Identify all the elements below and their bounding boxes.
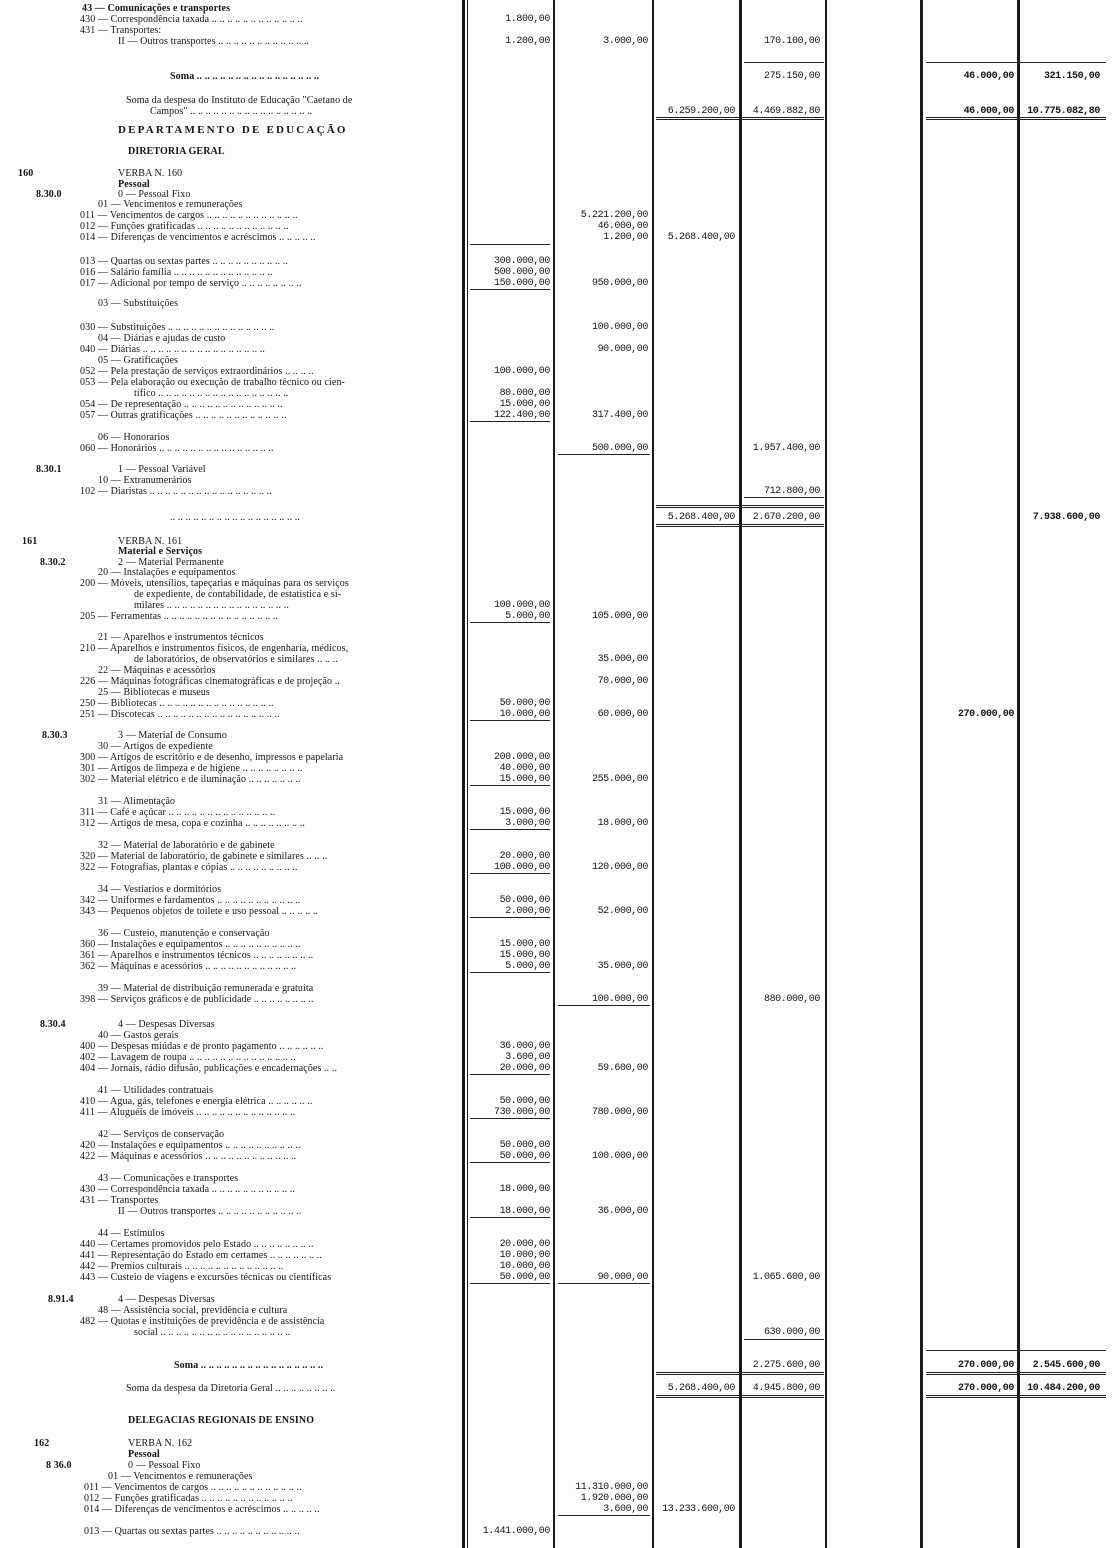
line-text: 342 — Uniformes e fardamentos .. .. .. .. .. .. .. .. .. .. .. xyxy=(80,895,301,906)
amount-value: 15.000,00 xyxy=(499,939,550,950)
amount-value: 50.000,00 xyxy=(499,1151,550,1162)
line-text: 343 — Pequenos objetos de toilete e uso pessoal .. .. .. .. .. xyxy=(80,906,319,917)
amount-value: 3.000,00 xyxy=(505,818,550,829)
line-text: 20 — Instalações e equipamentos xyxy=(98,567,236,578)
amount-value: 7.938.600,00 xyxy=(1032,512,1100,523)
line-text: 441 — Representação do Estado em certames .. .. .. .. .. .. .. xyxy=(80,1250,322,1261)
line-text: tífico .. .. .. .. .. .. .. .. .. .. .. .. .. .. .. .. .. xyxy=(134,388,289,399)
amount-value: 4.469.882,80 xyxy=(752,106,820,117)
amount-value: 1.065.600,00 xyxy=(752,1272,820,1283)
column-rule xyxy=(1017,0,1020,1548)
amount-value: 5.000,00 xyxy=(505,961,550,972)
line-text: 014 — Diferenças de vencimentos e acréscimos .. .. .. .. .. xyxy=(80,232,316,243)
line-text: 39 — Material de distribuição remunerada e gratuita xyxy=(98,983,314,994)
amount-value: 1.200,00 xyxy=(505,36,550,47)
amount-value: 10.775.082,80 xyxy=(1027,106,1100,117)
line-text: VERBA N. 161 xyxy=(118,536,183,547)
sum-rule xyxy=(656,524,824,527)
line-text: 48 — Assistência social, previdência e cultura xyxy=(98,1305,288,1316)
line-text: 8.30.4 xyxy=(40,1019,66,1030)
amount-value: 2.545.600,00 xyxy=(1032,1360,1100,1371)
line-text: 43 — Comunicações e transportes xyxy=(82,3,231,14)
line-text: 440 — Certames promovidos pelo Estado .. .. .. .. .. .. .. .. xyxy=(80,1239,314,1250)
amount-value: 3.600,00 xyxy=(603,1504,648,1515)
sum-rule xyxy=(656,505,824,508)
line-text: 360 — Instalações e equipamentos .. .. .. .. .. .. .. .. .. .. xyxy=(80,939,301,950)
line-text: 431 — Transportes: xyxy=(80,25,162,36)
line-text: 402 — Lavagem de roupa .. .. .. .. .. .. .. .. .. .. .. .. .. .. xyxy=(80,1052,296,1063)
amount-value: 50.000,00 xyxy=(499,895,550,906)
sum-rule xyxy=(558,454,650,455)
sum-rule xyxy=(926,62,1106,63)
line-text: 0 — Pessoal Fixo xyxy=(128,1460,201,1471)
amount-value: 200.000,00 xyxy=(493,752,550,763)
amount-value: 18.000,00 xyxy=(499,1206,550,1217)
amount-value: 2.670.200,00 xyxy=(752,512,820,523)
amount-value: 5.221.200,00 xyxy=(580,210,648,221)
sum-rule xyxy=(470,829,550,830)
amount-value: 3.000,00 xyxy=(603,36,648,47)
line-text: 32 — Material de laboratório e de gabinete xyxy=(98,840,275,851)
amount-value: 15.000,00 xyxy=(499,950,550,961)
line-text: 420 — Instalações e equipamentos .. .. .. .. .. .. .. .. .. .. xyxy=(80,1140,301,1151)
line-text: 431 — Transportes xyxy=(80,1195,159,1206)
line-text: Pessoal xyxy=(128,1449,160,1460)
line-text: 1 — Pessoal Variável xyxy=(118,464,206,475)
line-text: Soma da despesa da Diretoria Geral .. .. .. .. .. .. .. .. xyxy=(126,1383,336,1394)
amount-value: 317.400,00 xyxy=(591,410,648,421)
line-text: 43 — Comunicações e transportes xyxy=(98,1173,239,1184)
sum-rule xyxy=(744,497,824,498)
line-text: social .. .. .. .. .. .. .. .. .. .. .. .. .. .. .. .. .. xyxy=(134,1327,291,1338)
line-text: 404 — Jornais, rádio difusão, publicações e encadernações .. .. xyxy=(80,1063,338,1074)
sum-rule xyxy=(656,117,824,120)
sum-rule xyxy=(470,785,550,786)
line-text: 226 — Máquinas fotográficas cinematográficas e de projeção .. xyxy=(80,676,340,687)
amount-value: 100.000,00 xyxy=(493,600,550,611)
amount-value: 122.400,00 xyxy=(493,410,550,421)
line-text: 36 — Custeio, manutenção e conservação xyxy=(98,928,270,939)
amount-value: 20.000,00 xyxy=(499,1063,550,1074)
amount-value: 300.000,00 xyxy=(493,256,550,267)
amount-value: 500.000,00 xyxy=(493,267,550,278)
line-text: 030 — Substituições .. .. .. .. .. .. .. .. .. .. .. .. .. .. xyxy=(80,322,275,333)
sum-rule xyxy=(470,289,550,290)
amount-value: 15.000,00 xyxy=(499,774,550,785)
amount-value: 100.000,00 xyxy=(493,862,550,873)
line-text: de expediente, de contabilidade, de estatística e si- xyxy=(134,589,342,600)
line-text: 161 xyxy=(22,536,38,547)
amount-value: 36.000,00 xyxy=(597,1206,648,1217)
line-text: 22 — Máquinas e acessórios xyxy=(98,665,216,676)
line-text: 040 — Diárias .. .. .. .. .. .. .. .. .. .. .. .. .. .. .. .. xyxy=(80,344,265,355)
amount-value: 5.268.400,00 xyxy=(667,1383,735,1394)
line-text: 300 — Artigos de escritório e de desenho, impressos e papelaria xyxy=(80,752,344,763)
line-text: II — Outros transportes .. .. .. .. .. .. .. .. .. .. .. xyxy=(118,1206,302,1217)
amount-value: 90.000,00 xyxy=(597,344,648,355)
amount-value: 18.000,00 xyxy=(499,1184,550,1195)
line-text: 320 — Material de laboratório, de gabinete e similares .. .. .. xyxy=(80,851,328,862)
sum-rule xyxy=(744,1339,824,1340)
line-text: 01 — Vencimentos e remunerações xyxy=(98,199,243,210)
sum-rule xyxy=(470,1118,550,1119)
amount-value: 60.000,00 xyxy=(597,709,648,720)
line-text: 3 — Material de Consumo xyxy=(118,730,227,741)
amount-value: 1.957.400,00 xyxy=(752,443,820,454)
line-text: 25 — Bibliotecas e museus xyxy=(98,687,210,698)
line-text: 102 — Diaristas .. .. .. .. .. .. .. .. .. .. .. .. .. .. .. .. xyxy=(80,486,272,497)
amount-value: 59.600,00 xyxy=(597,1063,648,1074)
line-text: 10 — Extranumerários xyxy=(98,475,192,486)
sum-rule xyxy=(470,244,550,245)
amount-value: 10.000,00 xyxy=(499,1261,550,1272)
line-text: 41 — Utilidades contratuais xyxy=(98,1085,214,1096)
amount-value: 2.275.600,00 xyxy=(752,1360,820,1371)
line-text: 311 — Café e açúcar .. .. .. .. .. .. .. .. .. .. .. .. .. .. xyxy=(80,807,276,818)
line-text: 251 — Discotecas .. .. .. .. .. .. .. .. .. .. .. .. .. .. .. .. xyxy=(80,709,280,720)
amount-value: 80.000,00 xyxy=(499,388,550,399)
amount-value: 120.000,00 xyxy=(591,862,648,873)
line-text: Soma da despesa do Instituto de Educação "Caetano de xyxy=(126,95,353,106)
amount-value: 5.268.400,00 xyxy=(667,512,735,523)
line-text: 053 — Pela elaboração ou execução de trabalho técnico ou cien- xyxy=(80,377,345,388)
amount-value: 18.000,00 xyxy=(597,818,648,829)
line-text: 014 — Diferenças de vencimentos e acréscimos .. .. .. .. .. xyxy=(84,1504,320,1515)
line-text: de laboratórios, de observatórios e similares .. .. .. xyxy=(134,654,338,665)
line-text: Material e Serviços xyxy=(118,546,203,557)
amount-value: 20.000,00 xyxy=(499,851,550,862)
sum-rule xyxy=(926,1350,1106,1351)
amount-value: 1.800,00 xyxy=(505,14,550,25)
line-text: 430 — Correspondência taxada .. .. .. .. .. .. .. .. .. .. .. xyxy=(80,1184,295,1195)
amount-value: 15.000,00 xyxy=(499,807,550,818)
amount-value: 105.000,00 xyxy=(591,611,648,622)
line-text: Soma .. .. .. .. .. .. .. .. .. .. .. .. .. .. .. .. xyxy=(170,71,320,82)
amount-value: 321.150,00 xyxy=(1043,71,1100,82)
amount-value: 270.000,00 xyxy=(957,1383,1014,1394)
line-text: 017 — Adicional por tempo de serviço .. .. .. .. .. .. .. .. xyxy=(80,278,302,289)
column-rule xyxy=(553,0,555,1548)
line-text: 8.30.3 xyxy=(42,730,68,741)
amount-value: 630.000,00 xyxy=(763,1327,820,1338)
column-rule xyxy=(825,0,827,1548)
line-text: 8.30.1 xyxy=(36,464,62,475)
line-text: 42 — Serviços de conservação xyxy=(98,1129,225,1140)
line-text: Soma .. .. .. .. .. .. .. .. .. .. .. .. .. .. .. .. xyxy=(174,1360,324,1371)
line-text: 362 — Máquinas e acessórios .. .. .. .. .. .. .. .. .. .. .. .. xyxy=(80,961,297,972)
line-text: 8.91.4 xyxy=(48,1294,74,1305)
amount-value: 50.000,00 xyxy=(499,1140,550,1151)
line-text: 2 — Material Permanente xyxy=(118,557,224,568)
line-text: 44 — Estímulos xyxy=(98,1228,165,1239)
amount-value: 880.000,00 xyxy=(763,994,820,1005)
line-text: 205 — Ferramentas .. .. .. .. .. .. .. .. .. .. .. .. .. .. .. xyxy=(80,611,279,622)
sum-rule xyxy=(470,622,550,623)
amount-value: 40.000,00 xyxy=(499,763,550,774)
line-text: DELEGACIAS REGIONAIS DE ENSINO xyxy=(128,1415,315,1426)
line-text: 160 xyxy=(18,168,34,179)
line-text: 200 — Móveis, utensílios, tapeçarias e máquinas para os serviços xyxy=(80,578,349,589)
amount-value: 730.000,00 xyxy=(493,1107,550,1118)
sum-rule xyxy=(656,1372,824,1375)
column-rule xyxy=(739,0,742,1548)
sum-rule xyxy=(470,421,550,422)
amount-value: 255.000,00 xyxy=(591,774,648,785)
sum-rule xyxy=(470,1162,550,1163)
line-text: 01 — Vencimentos e remunerações xyxy=(108,1471,253,1482)
amount-value: 35.000,00 xyxy=(597,654,648,665)
line-text: 162 xyxy=(34,1438,50,1449)
line-text: 400 — Despesas miúdas e de pronto pagamento .. .. .. .. .. .. xyxy=(80,1041,324,1052)
line-text: 06 — Honorarios xyxy=(98,432,170,443)
line-text: 30 — Artigos de expediente xyxy=(98,741,213,752)
line-text: 322 — Fotografias, plantas e cópias .. .. .. .. .. .. .. .. .. xyxy=(80,862,298,873)
line-text: 430 — Correspondência taxada .. .. .. .. .. .. .. .. .. .. .. .. xyxy=(80,14,303,25)
line-text: 011 — Vencimentos de cargos .. .. .. .. .. .. .. .. .. .. .. .. xyxy=(84,1482,302,1493)
column-rule xyxy=(920,0,923,1548)
line-text: 054 — De representação .. .. .. .. .. .. .. .. .. .. .. .. .. xyxy=(80,399,283,410)
line-text: 443 — Custeio de viagens e excursões técnicas ou científicas xyxy=(80,1272,332,1283)
line-text: VERBA N. 162 xyxy=(128,1438,193,1449)
line-text: 361 — Aparelhos e instrumentos técnicos .. .. .. .. .. .. .. .. xyxy=(80,950,314,961)
line-text: 34 — Vestiarios e dormitórios xyxy=(98,884,222,895)
amount-value: 170.100,00 xyxy=(763,36,820,47)
amount-value: 780.000,00 xyxy=(591,1107,648,1118)
amount-value: 712.800,00 xyxy=(763,486,820,497)
amount-value: 46.000,00 xyxy=(597,221,648,232)
sum-rule xyxy=(470,972,550,973)
line-text: 442 — Premios culturais .. .. .. .. .. .. .. .. .. .. .. .. .. xyxy=(80,1261,284,1272)
sum-rule xyxy=(470,917,550,918)
line-text: 411 — Aluguéis de imóveis .. .. .. .. .. .. .. .. .. .. .. .. .. xyxy=(80,1107,296,1118)
line-text: 8.30.2 xyxy=(40,557,66,568)
line-text: milares .. .. .. .. .. .. .. .. .. .. .. .. .. .. .. .. xyxy=(134,600,289,611)
sum-rule xyxy=(470,873,550,874)
sum-rule xyxy=(744,62,824,63)
amount-value: 950.000,00 xyxy=(591,278,648,289)
amount-value: 90.000,00 xyxy=(597,1272,648,1283)
sum-rule xyxy=(558,1515,650,1516)
amount-value: 100.000,00 xyxy=(591,1151,648,1162)
sum-rule xyxy=(926,1372,1106,1375)
amount-value: 13.233.600,00 xyxy=(662,1504,735,1515)
sum-rule xyxy=(470,1074,550,1075)
amount-value: 270.000,00 xyxy=(957,709,1014,720)
line-text: 4 — Despesas Diversas xyxy=(118,1019,215,1030)
sum-rule xyxy=(926,117,1106,120)
amount-value: 10.000,00 xyxy=(499,1250,550,1261)
amount-value: 46.000,00 xyxy=(963,71,1014,82)
amount-value: 1.441.000,00 xyxy=(482,1526,550,1537)
line-text: 016 — Salário família .. .. .. .. .. .. .. .. .. .. .. .. .. xyxy=(80,267,273,278)
line-text: DEPARTAMENTO DE EDUCAÇÃO xyxy=(118,124,348,136)
line-text: 4 — Despesas Diversas xyxy=(118,1294,215,1305)
line-text: 011 — Vencimentos de cargos .. .. .. .. .. .. .. .. .. .. .. .. xyxy=(80,210,298,221)
line-text: 04 — Diárias e ajudas de custo xyxy=(98,333,226,344)
line-text: 013 — Quartas ou sextas partes .. .. .. .. .. .. .. .. .. .. .. xyxy=(84,1526,300,1537)
amount-value: 5.268.400,00 xyxy=(667,232,735,243)
amount-value: 50.000,00 xyxy=(499,1096,550,1107)
amount-value: 35.000,00 xyxy=(597,961,648,972)
line-text: VERBA N. 160 xyxy=(118,168,183,179)
line-text: 8.30.0 xyxy=(36,189,62,200)
line-text: 012 — Funções gratificadas .. .. .. .. .. .. .. .. .. .. .. .. xyxy=(84,1493,293,1504)
line-text: 312 — Artigos de mesa, copa e cozinha .. .. .. .. .. .. .. .. xyxy=(80,818,305,829)
line-text: 8 36.0 xyxy=(46,1460,72,1471)
amount-value: 20.000,00 xyxy=(499,1239,550,1250)
line-text: 398 — Serviços gráficos e de publicidade .. .. .. .. .. .. .. .. xyxy=(80,994,314,1005)
amount-value: 270.000,00 xyxy=(957,1360,1014,1371)
amount-value: 150.000,00 xyxy=(493,278,550,289)
sum-rule xyxy=(558,1005,650,1006)
amount-value: 3.600,00 xyxy=(505,1052,550,1063)
line-text: 40 — Gastos gerais xyxy=(98,1030,179,1041)
amount-value: 100.000,00 xyxy=(591,322,648,333)
amount-value: 15.000,00 xyxy=(499,399,550,410)
line-text: 31 — Alimentação xyxy=(98,796,176,807)
amount-value: 10.000,00 xyxy=(499,709,550,720)
amount-value: 6.259.200,00 xyxy=(667,106,735,117)
amount-value: 2.000,00 xyxy=(505,906,550,917)
line-text: 03 — Substituições xyxy=(98,298,179,309)
amount-value: 1.200,00 xyxy=(603,232,648,243)
line-text: Campos" .. .. .. .. .. .. .. .. .. .. .. .. .. .. .. .. xyxy=(150,106,313,117)
line-text: 0 — Pessoal Fixo xyxy=(118,189,191,200)
line-text: 057 — Outras gratificações .. .. .. .. .. .. .. .. .. .. .. .. xyxy=(80,410,287,421)
line-text: 302 — Material elétrico e de iluminação .. .. .. .. .. .. .. xyxy=(80,774,301,785)
sum-rule xyxy=(656,1395,824,1398)
amount-value: 46.000,00 xyxy=(963,106,1014,117)
sum-rule xyxy=(470,720,550,721)
line-text: 301 — Artigos de limpeza e de higiene .. .. .. .. .. .. .. .. xyxy=(80,763,303,774)
amount-value: 4.945.800,00 xyxy=(752,1383,820,1394)
amount-value: 36.000,00 xyxy=(499,1041,550,1052)
amount-value: 10.484.200,00 xyxy=(1027,1383,1100,1394)
line-text: DIRETORIA GERAL xyxy=(128,146,225,157)
line-text: 060 — Honorários .. .. .. .. .. .. .. .. .. .. .. .. .. .. .. xyxy=(80,443,274,454)
sum-rule xyxy=(470,1283,550,1284)
line-text: 250 — Bibliotecas .. .. .. .. .. .. .. .. .. .. .. .. .. .. .. xyxy=(80,698,274,709)
line-text: 422 — Máquinas e acessórios .. .. .. .. .. .. .. .. .. .. .. .. xyxy=(80,1151,297,1162)
line-text: 210 — Aparelhos e instrumentos físicos, de engenharia, médicos, xyxy=(80,643,349,654)
line-text: 410 — Agua, gás, telefones e energia elétrica .. .. .. .. .. .. xyxy=(80,1096,313,1107)
line-text: .. .. .. .. .. .. .. .. .. .. .. .. .. .. .. .. .. xyxy=(170,512,300,523)
amount-value: 5.000,00 xyxy=(505,611,550,622)
amount-value: 70.000,00 xyxy=(597,676,648,687)
line-text: II — Outros transportes .. .. .. .. .. .. .. .. .. .. .. .. xyxy=(118,36,310,47)
line-text: 012 — Funções gratificadas .. .. .. .. .. .. .. .. .. .. .. .. xyxy=(80,221,289,232)
amount-value: 50.000,00 xyxy=(499,698,550,709)
amount-value: 1.920.000,00 xyxy=(580,1493,648,1504)
line-text: 482 — Quotas e instituições de previdência e de assistência xyxy=(80,1316,325,1327)
amount-value: 100.000,00 xyxy=(591,994,648,1005)
sum-rule xyxy=(926,1395,1106,1398)
amount-value: 11.310.000,00 xyxy=(575,1482,648,1493)
line-text: 013 — Quartas ou sextas partes .. .. .. .. .. .. .. .. .. .. xyxy=(80,256,288,267)
amount-value: 52.000,00 xyxy=(597,906,648,917)
amount-value: 100.000,00 xyxy=(493,366,550,377)
amount-value: 275.150,00 xyxy=(763,71,820,82)
line-text: 05 — Gratificações xyxy=(98,355,179,366)
amount-value: 50.000,00 xyxy=(499,1272,550,1283)
line-text: 052 — Pela prestação de serviços extraordinários .. .. .. .. xyxy=(80,366,314,377)
line-text: 21 — Aparelhos e instrumentos técnicos xyxy=(98,632,264,643)
line-text: Pessoal xyxy=(118,179,150,190)
sum-rule xyxy=(470,1217,550,1218)
amount-value: 500.000,00 xyxy=(591,443,648,454)
sum-rule xyxy=(558,1283,650,1284)
